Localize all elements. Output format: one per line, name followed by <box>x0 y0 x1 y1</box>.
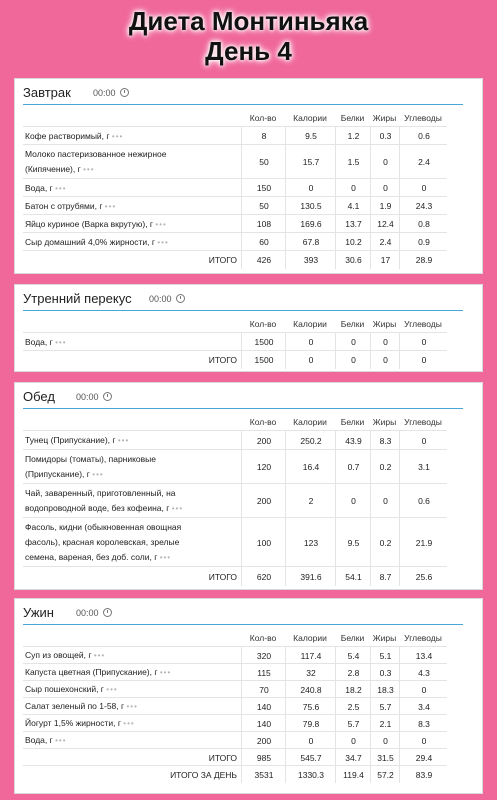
qty: 320 <box>241 647 286 664</box>
meal-card-lunch <box>14 382 483 590</box>
more-icon[interactable]: ••• <box>157 237 169 247</box>
meal-time-value: 00:00 <box>76 392 99 402</box>
cal: 75.6 <box>285 698 336 715</box>
col-protein: Белки <box>340 113 365 123</box>
food-name: Молоко пастеризованное нежирное (Кипячение), г ••• <box>25 149 167 174</box>
fat: 0.2 <box>370 518 400 567</box>
meal-time-value: 00:00 <box>76 608 99 618</box>
food-name: Кофе растворимый, г ••• <box>25 130 124 141</box>
col-qty: Кол-во <box>249 417 277 427</box>
more-icon[interactable]: ••• <box>123 719 135 728</box>
food-name: Чай, заваренный, приготовленный, на водопроводной воде, без кофеина, г ••• <box>25 488 184 513</box>
fat: 1.9 <box>370 197 400 215</box>
total-fat: 0 <box>370 351 400 369</box>
more-icon[interactable]: ••• <box>55 337 67 347</box>
carbs: 0 <box>399 333 448 351</box>
col-carbs: Углеводы <box>404 633 442 643</box>
meal-name: Ужин <box>23 605 54 620</box>
table-row <box>23 178 447 197</box>
protein: 18.2 <box>335 681 371 698</box>
more-icon[interactable]: ••• <box>92 470 104 479</box>
fat: 2.1 <box>370 715 400 732</box>
fat: 0 <box>370 484 400 518</box>
table-row <box>23 697 447 715</box>
more-icon[interactable]: ••• <box>111 131 124 141</box>
carbs: 0 <box>399 732 448 749</box>
fat: 0 <box>370 333 400 351</box>
col-qty: Кол-во <box>249 633 277 643</box>
total-carbs: 28.9 <box>399 251 448 269</box>
total-label: ИТОГО <box>208 571 237 582</box>
protein: 43.9 <box>335 431 371 450</box>
cal: 130.5 <box>285 197 336 215</box>
total-protein: 54.1 <box>335 567 371 586</box>
cal: 123 <box>285 518 336 567</box>
more-icon[interactable]: ••• <box>155 219 167 229</box>
protein: 5.7 <box>335 715 371 732</box>
food-name: Тунец (Припускание), г ••• <box>25 435 130 445</box>
total-row <box>23 748 447 766</box>
table-row <box>23 214 447 233</box>
food-name: Сыр домашний 4,0% жирности, г ••• <box>25 236 169 247</box>
qty: 120 <box>241 450 286 484</box>
table-header <box>23 316 447 332</box>
total-label: ИТОГО <box>208 752 237 763</box>
carbs: 0 <box>399 179 448 197</box>
total-carbs: 25.6 <box>399 567 448 586</box>
cal: 117.4 <box>285 647 336 664</box>
protein: 4.1 <box>335 197 371 215</box>
more-icon[interactable]: ••• <box>104 201 117 211</box>
qty: 140 <box>241 698 286 715</box>
col-protein: Белки <box>340 417 365 427</box>
cal: 79.8 <box>285 715 336 732</box>
fat: 12.4 <box>370 215 400 233</box>
fat: 18.3 <box>370 681 400 698</box>
carbs: 0 <box>399 681 448 698</box>
fat: 5.7 <box>370 698 400 715</box>
more-icon[interactable]: ••• <box>106 685 118 694</box>
meal-header <box>23 84 463 105</box>
more-icon[interactable]: ••• <box>55 736 67 745</box>
title-line1: Диета Монтиньяка <box>128 6 369 36</box>
fat: 0.2 <box>370 450 400 484</box>
cal: 16.4 <box>285 450 336 484</box>
col-cal: Калории <box>293 319 327 329</box>
table-row <box>23 232 447 251</box>
protein: 13.7 <box>335 215 371 233</box>
food-name: Помидоры (томаты), парниковые (Припускание), г ••• <box>25 454 157 479</box>
fat: 0 <box>370 179 400 197</box>
fat: 8.3 <box>370 431 400 450</box>
meal-time[interactable] <box>76 392 112 402</box>
cal: 9.5 <box>285 127 336 145</box>
day-total-carbs: 83.9 <box>399 766 448 783</box>
carbs: 3.1 <box>399 450 448 484</box>
qty: 200 <box>241 431 286 450</box>
meal-header <box>23 604 463 625</box>
qty: 115 <box>241 664 286 681</box>
total-carbs: 0 <box>399 351 448 369</box>
total-qty: 985 <box>241 749 286 766</box>
meal-time[interactable] <box>149 294 185 304</box>
table-row <box>23 680 447 698</box>
table-row <box>23 483 447 518</box>
qty: 200 <box>241 732 286 749</box>
title-line2: День 4 <box>205 36 292 66</box>
total-qty: 426 <box>241 251 286 269</box>
col-cal: Калории <box>293 633 327 643</box>
food-name: Вода, г ••• <box>25 336 67 347</box>
day-total-fat: 57.2 <box>370 766 400 783</box>
day-total-qty: 3531 <box>241 766 286 783</box>
qty: 150 <box>241 179 286 197</box>
total-cal: 393 <box>285 251 336 269</box>
food-name: Йогурт 1,5% жирности, г ••• <box>25 718 135 728</box>
col-carbs: Углеводы <box>404 319 442 329</box>
meal-card-snack <box>14 284 483 372</box>
carbs: 24.3 <box>399 197 448 215</box>
meal-time-value: 00:00 <box>93 88 116 98</box>
more-icon[interactable]: ••• <box>83 165 95 174</box>
total-label: ИТОГО <box>208 355 237 365</box>
qty: 50 <box>241 197 286 215</box>
cal: 32 <box>285 664 336 681</box>
col-qty: Кол-во <box>249 319 277 329</box>
cal: 169.6 <box>285 215 336 233</box>
total-fat: 17 <box>370 251 400 269</box>
table-header <box>23 630 447 646</box>
carbs: 0 <box>399 431 448 450</box>
page-title <box>0 6 497 66</box>
food-name: Вода, г ••• <box>25 182 67 193</box>
qty: 8 <box>241 127 286 145</box>
fat: 0 <box>370 732 400 749</box>
table-row <box>23 646 447 664</box>
more-icon[interactable]: ••• <box>171 504 184 513</box>
fat: 0 <box>370 145 400 179</box>
fat: 2.4 <box>370 233 400 251</box>
cal: 250.2 <box>285 431 336 450</box>
protein: 2.8 <box>335 664 371 681</box>
qty: 1500 <box>241 333 286 351</box>
more-icon[interactable]: ••• <box>117 436 130 445</box>
total-protein: 30.6 <box>335 251 371 269</box>
clock-icon <box>103 608 112 617</box>
meal-card-dinner <box>14 598 483 794</box>
col-carbs: Углеводы <box>404 417 442 427</box>
more-icon[interactable]: ••• <box>159 553 172 562</box>
col-cal: Калории <box>293 417 327 427</box>
col-fat: Жиры <box>372 113 397 123</box>
total-row <box>23 566 447 586</box>
col-carbs: Углеводы <box>404 113 442 123</box>
col-protein: Белки <box>340 633 365 643</box>
more-icon[interactable]: ••• <box>126 702 138 711</box>
cal: 240.8 <box>285 681 336 698</box>
cal: 0 <box>285 333 336 351</box>
fat: 0.3 <box>370 664 400 681</box>
table-header <box>23 110 447 126</box>
meal-header <box>23 290 463 311</box>
carbs: 2.4 <box>399 145 448 179</box>
table-row <box>23 126 447 145</box>
cal: 15.7 <box>285 145 336 179</box>
cal: 2 <box>285 484 336 518</box>
day-total-row <box>23 765 447 783</box>
meal-name: Утренний перекус <box>23 291 132 306</box>
food-name: Вода, г ••• <box>25 735 67 745</box>
cal: 0 <box>285 179 336 197</box>
col-cal: Калории <box>293 113 327 123</box>
total-fat: 8.7 <box>370 567 400 586</box>
clock-icon <box>176 294 185 303</box>
more-icon[interactable]: ••• <box>93 651 106 660</box>
qty: 50 <box>241 145 286 179</box>
meal-time[interactable] <box>76 608 112 618</box>
total-row <box>23 350 447 369</box>
more-icon[interactable]: ••• <box>159 668 172 677</box>
carbs: 0.6 <box>399 127 448 145</box>
day-total-cal: 1330.3 <box>285 766 336 783</box>
fat: 5.1 <box>370 647 400 664</box>
total-carbs: 29.4 <box>399 749 448 766</box>
carbs: 0.6 <box>399 484 448 518</box>
qty: 200 <box>241 484 286 518</box>
carbs: 21.9 <box>399 518 448 567</box>
table-row <box>23 714 447 732</box>
protein: 2.5 <box>335 698 371 715</box>
protein: 1.5 <box>335 145 371 179</box>
table-row <box>23 517 447 567</box>
carbs: 3.4 <box>399 698 448 715</box>
qty: 70 <box>241 681 286 698</box>
table-row <box>23 663 447 681</box>
protein: 0.7 <box>335 450 371 484</box>
meal-header <box>23 388 463 409</box>
food-name: Капуста цветная (Припускание), г ••• <box>25 667 172 677</box>
col-fat: Жиры <box>372 633 397 643</box>
carbs: 0.8 <box>399 215 448 233</box>
meal-time[interactable] <box>93 88 129 98</box>
table-row <box>23 430 447 450</box>
meal-name: Обед <box>23 389 55 404</box>
total-protein: 34.7 <box>335 749 371 766</box>
qty: 60 <box>241 233 286 251</box>
meal-card-breakfast <box>14 78 483 274</box>
table-header <box>23 414 447 430</box>
total-qty: 620 <box>241 567 286 586</box>
food-name: Фасоль, кидни (обыкновенная овощная фасоль), красная королевская, зрелые семена, вареная, без доб. соли, г ••• <box>25 522 182 562</box>
day-total-protein: 119.4 <box>335 766 371 783</box>
protein: 0 <box>335 179 371 197</box>
total-qty: 1500 <box>241 351 286 369</box>
table-row <box>23 144 447 179</box>
food-name: Сыр пошехонский, г ••• <box>25 684 118 694</box>
carbs: 4.3 <box>399 664 448 681</box>
carbs: 13.4 <box>399 647 448 664</box>
meal-time-value: 00:00 <box>149 294 172 304</box>
qty: 140 <box>241 715 286 732</box>
col-qty: Кол-во <box>249 113 277 123</box>
more-icon[interactable]: ••• <box>55 183 67 193</box>
protein: 1.2 <box>335 127 371 145</box>
table-row <box>23 449 447 484</box>
total-cal: 0 <box>285 351 336 369</box>
clock-icon <box>103 392 112 401</box>
fat: 0.3 <box>370 127 400 145</box>
col-fat: Жиры <box>372 417 397 427</box>
total-cal: 545.7 <box>285 749 336 766</box>
col-fat: Жиры <box>372 319 397 329</box>
total-fat: 31.5 <box>370 749 400 766</box>
food-name: Батон с отрубями, г ••• <box>25 200 117 211</box>
carbs: 0.9 <box>399 233 448 251</box>
protein: 9.5 <box>335 518 371 567</box>
day-total-label: ИТОГО ЗА ДЕНЬ <box>170 769 237 780</box>
protein: 0 <box>335 333 371 351</box>
qty: 108 <box>241 215 286 233</box>
cal: 67.8 <box>285 233 336 251</box>
col-protein: Белки <box>340 319 365 329</box>
qty: 100 <box>241 518 286 567</box>
protein: 5.4 <box>335 647 371 664</box>
food-name: Салат зеленый по 1-58, г ••• <box>25 701 138 711</box>
table-row <box>23 332 447 351</box>
table-row <box>23 196 447 215</box>
meal-name: Завтрак <box>23 85 71 100</box>
protein: 0 <box>335 484 371 518</box>
protein: 0 <box>335 732 371 749</box>
carbs: 8.3 <box>399 715 448 732</box>
clock-icon <box>120 88 129 97</box>
total-cal: 391.6 <box>285 567 336 586</box>
total-row <box>23 250 447 269</box>
cal: 0 <box>285 732 336 749</box>
food-name: Яйцо куриное (Варка вкрутую), г ••• <box>25 218 167 229</box>
food-name: Суп из овощей, г ••• <box>25 650 106 660</box>
total-protein: 0 <box>335 351 371 369</box>
protein: 10.2 <box>335 233 371 251</box>
table-row <box>23 731 447 749</box>
total-label: ИТОГО <box>208 255 237 265</box>
